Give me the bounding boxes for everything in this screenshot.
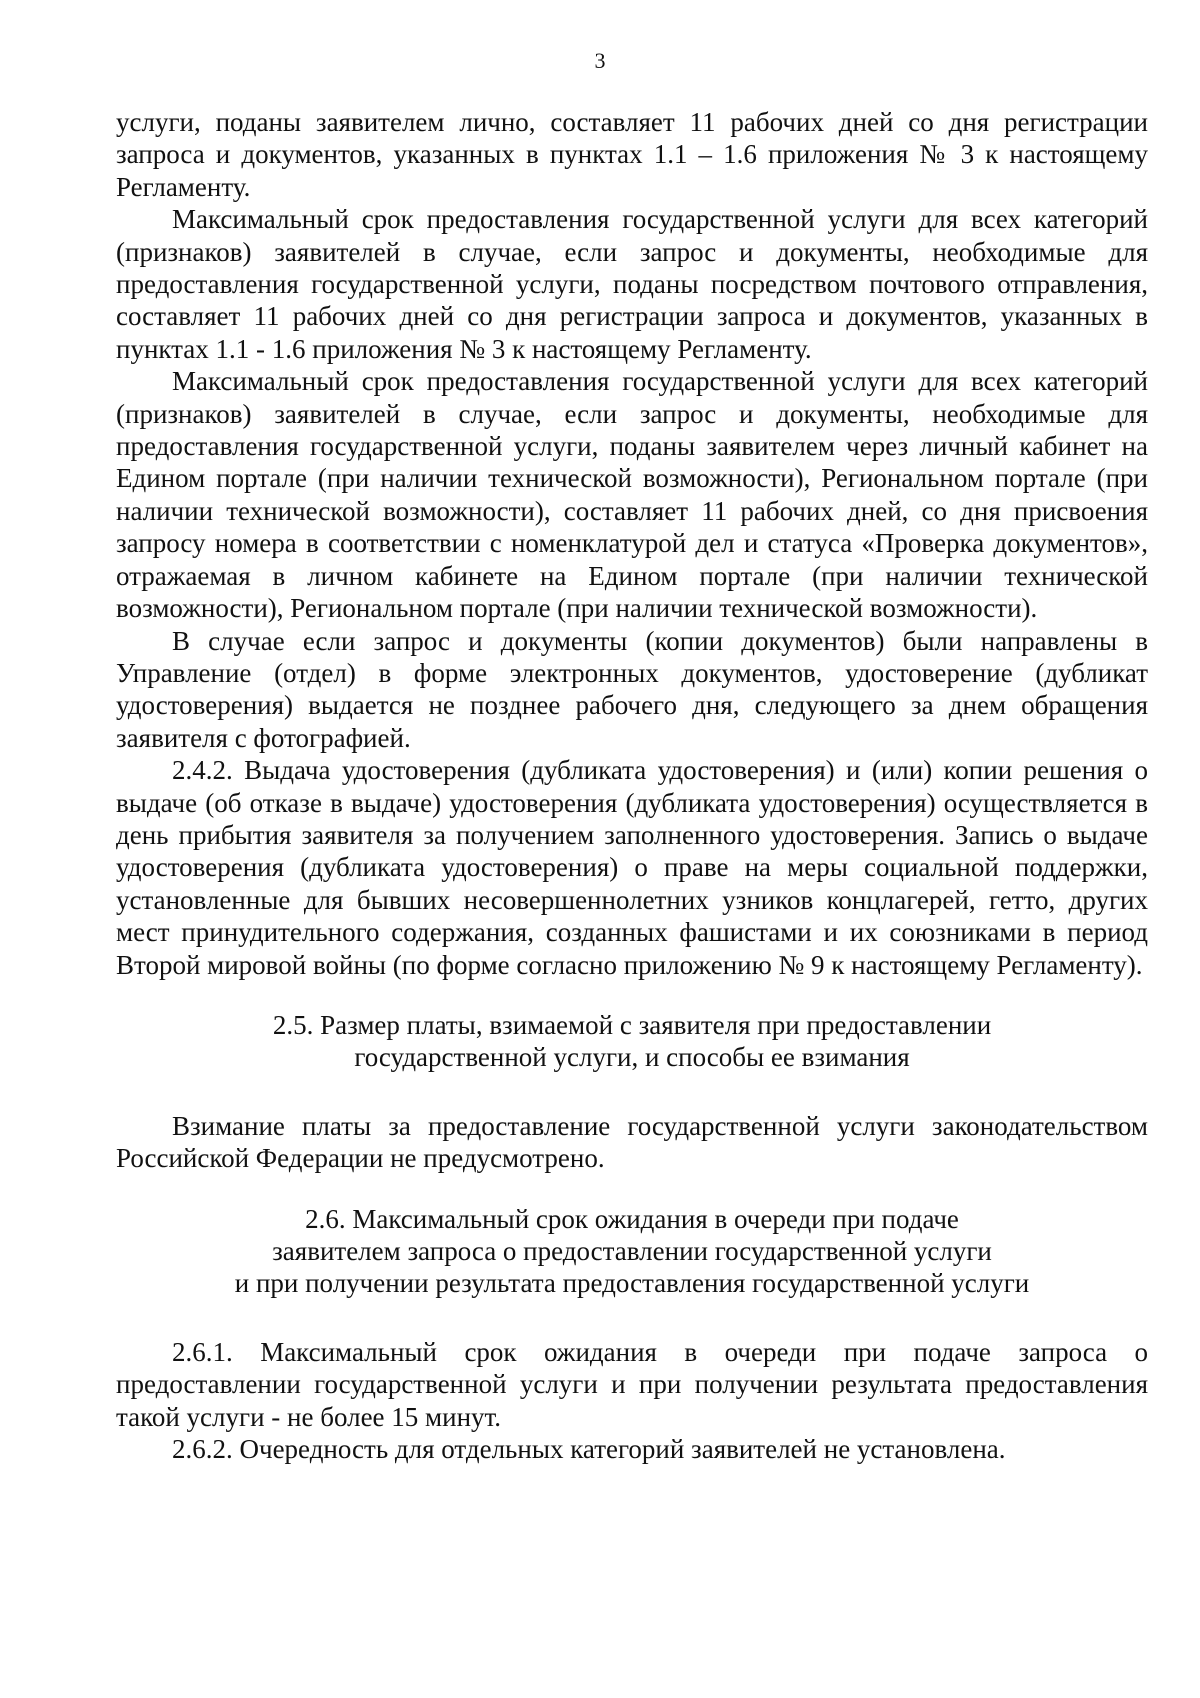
paragraph-2-4-2: 2.4.2. Выдача удостоверения (дубликата удостоверения) и (или) копии решения о выдаче (об отказе в выдаче) удостоверения (дубликата удостоверения) осуществляется в день прибытия заявителя за получением заполненного удостоверения. Запись о выдаче удостоверения (дубликата удостоверения) о праве на меры социальной поддержки, установленные для бывших несовершеннолетних узников концлагерей, гетто, других мест принудительного содержания, созданных фашистами и их союзниками в период Второй мировой войны (по форме согласно приложению № 9 к настоящему Регламенту). [116,755,1148,980]
paragraph-portal-term: Максимальный срок предоставления государственной услуги для всех категорий (признаков) заявителей в случае, если запрос и документы, необходимые для предоставления государственной услуги, поданы заявителем через личный кабинет на Едином портале (при наличии технической возможности), Региональном портале (при наличии технической возможности), составляет 11 рабочих дней, со дня присвоения запросу номера в соответствии с номенклатурой дел и статуса «Проверка документов», отражаемая в личном кабинете на Едином портале (при наличии технической возможности), Региональном портале (при наличии технической возможности). [116,366,1148,624]
page-number: 3 [594,48,606,73]
paragraph-2-6-2: 2.6.2. Очередность для отдельных категорий заявителей не установлена. [172,1434,1006,1465]
section-heading-2-6 [116,1203,1148,1300]
document-body [116,106,1148,1465]
paragraph-fee: Взимание платы за предоставление государственной услуги законодательством Российской Федерации не предусмотрено. [116,1110,1148,1174]
spacer [116,1300,1148,1336]
heading-line: 2.5. Размер платы, взимаемой с заявителя при предоставлении [272,1009,992,1040]
paragraph-continuation: услуги, поданы заявителем лично, составляет 11 рабочих дней со дня регистрации запроса и документов, указанных в пунктах 1.1 – 1.6 приложения № 3 к настоящему Регламенту. [116,107,1148,202]
paragraph-2-6-1: 2.6.1. Максимальный срок ожидания в очереди при подаче запроса о предоставлении государственной услуги и при получении результата предоставления такой услуги - не более 15 минут. [116,1336,1148,1432]
heading-line: заявителем запроса о предоставлении государственной услуги [272,1236,992,1266]
spacer [116,1175,1148,1203]
paragraph-electronic-docs: В случае если запрос и документы (копии документов) были направлены в Управление (отдел) в форме электронных документов, удостоверение (дубликат удостоверения) выдается не позднее рабочего дня, следующего за днем обращения заявителя с фотографией. [116,625,1148,753]
spacer [116,1074,1148,1110]
heading-line: государственной услуги, и способы ее взимания [354,1042,910,1073]
spacer [116,981,1148,1009]
paragraph-postal-term: Максимальный срок предоставления государственной услуги для всех категорий (признаков) заявителей в случае, если запрос и документы, необходимые для предоставления государственной услуги, поданы посредством почтового отправления, составляет 11 рабочих дней со дня регистрации запроса и документов, указанных в пунктах 1.1 - 1.6 приложения № 3 к настоящему Регламенту. [116,204,1148,364]
section-heading-2-5 [116,1009,1148,1074]
heading-line: и при получении результата предоставления государственной услуги [234,1268,1030,1299]
heading-line: 2.6. Максимальный срок ожидания в очереди при подаче [305,1203,959,1234]
